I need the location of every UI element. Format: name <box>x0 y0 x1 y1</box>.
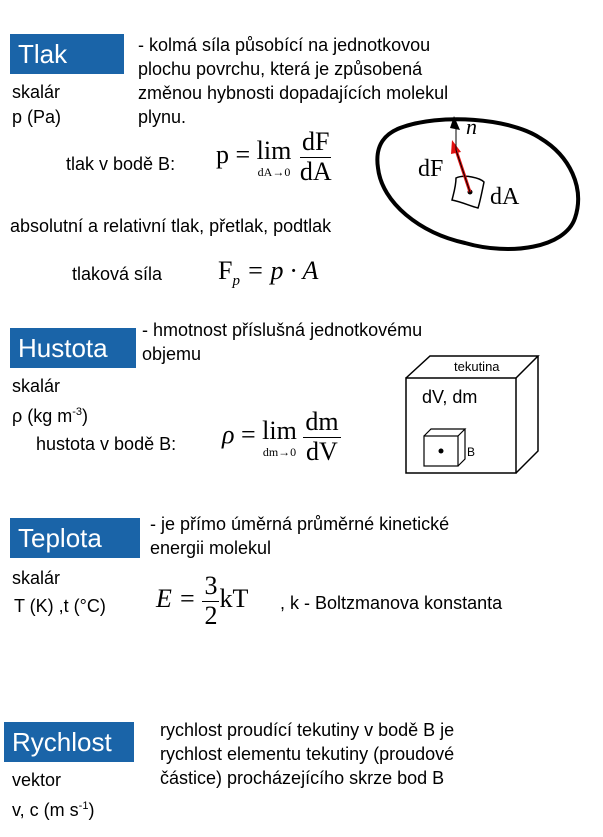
teplota-formula: E = $\frac{3}{2}$ kT <box>156 571 249 630</box>
cube-side <box>516 356 538 473</box>
rychlost-title: Rychlost <box>4 722 134 762</box>
tlak-force-label: tlaková síla <box>72 264 163 284</box>
tlak-point-label: tlak v bodě B: <box>66 154 176 174</box>
normal-line <box>456 150 470 192</box>
dA-label: dA <box>490 184 520 210</box>
rychlost-description: rychlost proudící tekutiny v bodě B je rychlost elementu tekutiny (proudové částice) procházejícího skrze bod B <box>160 720 455 788</box>
tlak-description: - kolmá síla působící na jednotkovou plochu povrchu, která je způsobená změnou hybnosti dopadajících molekul plynu. <box>138 35 449 127</box>
fluid-blob-outline <box>377 119 578 249</box>
hustota-title: Hustota <box>10 328 136 368</box>
tlak-fraction: $\frac{dF}{dA}$ <box>299 127 332 186</box>
hustota-formula: ρ = lim dm→0 $\frac{dm}{dV}$ <box>222 407 339 466</box>
dv-dm-label: dV, dm <box>422 387 478 407</box>
rychlost-unit: v, c (m $s^{-1}$) <box>12 800 95 820</box>
hustota-unit: ρ (kg $m^{-3}$) <box>12 406 89 426</box>
teplota-kind: skalár <box>12 568 61 588</box>
tlak-relative: absolutní a relativní tlak, přetlak, podtlak <box>10 216 332 236</box>
rychlost-kind: vektor <box>12 770 62 790</box>
tlak-diagram <box>370 108 595 258</box>
hustota-fraction: $\frac{dm}{dV}$ <box>305 407 339 466</box>
tlak-unit: p (Pa) <box>12 107 62 127</box>
teplota-note: , k - Boltzmanova konstanta <box>280 593 503 613</box>
teplota-unit: T (K) ,t (°C) <box>14 596 106 616</box>
teplota-description: - je přímo úměrná průměrné kinetické energii molekul <box>150 514 450 558</box>
tekutina-label: tekutina <box>454 359 500 374</box>
teplota-fraction: $\frac{3}{2}$ <box>204 571 218 630</box>
hustota-description: - hmotnost příslušná jednotkovému objemu <box>142 320 423 364</box>
hustota-cube-diagram <box>398 348 548 478</box>
hustota-point-label: hustota v bodě B: <box>36 434 177 454</box>
tlak-force-formula: $F_p = p \cdot A$ <box>218 256 319 290</box>
normal-label: n <box>466 114 477 139</box>
tlak-formula: p = lim dA→0 $\frac{dF}{dA}$ <box>216 127 332 186</box>
tlak-kind: skalár <box>12 82 61 102</box>
tlak-title: Tlak <box>10 34 124 74</box>
point-b <box>439 449 444 454</box>
teplota-title: Teplota <box>10 518 140 558</box>
dF-label: dF <box>418 156 444 182</box>
b-label: B <box>467 445 476 459</box>
hustota-kind: skalár <box>12 376 61 396</box>
